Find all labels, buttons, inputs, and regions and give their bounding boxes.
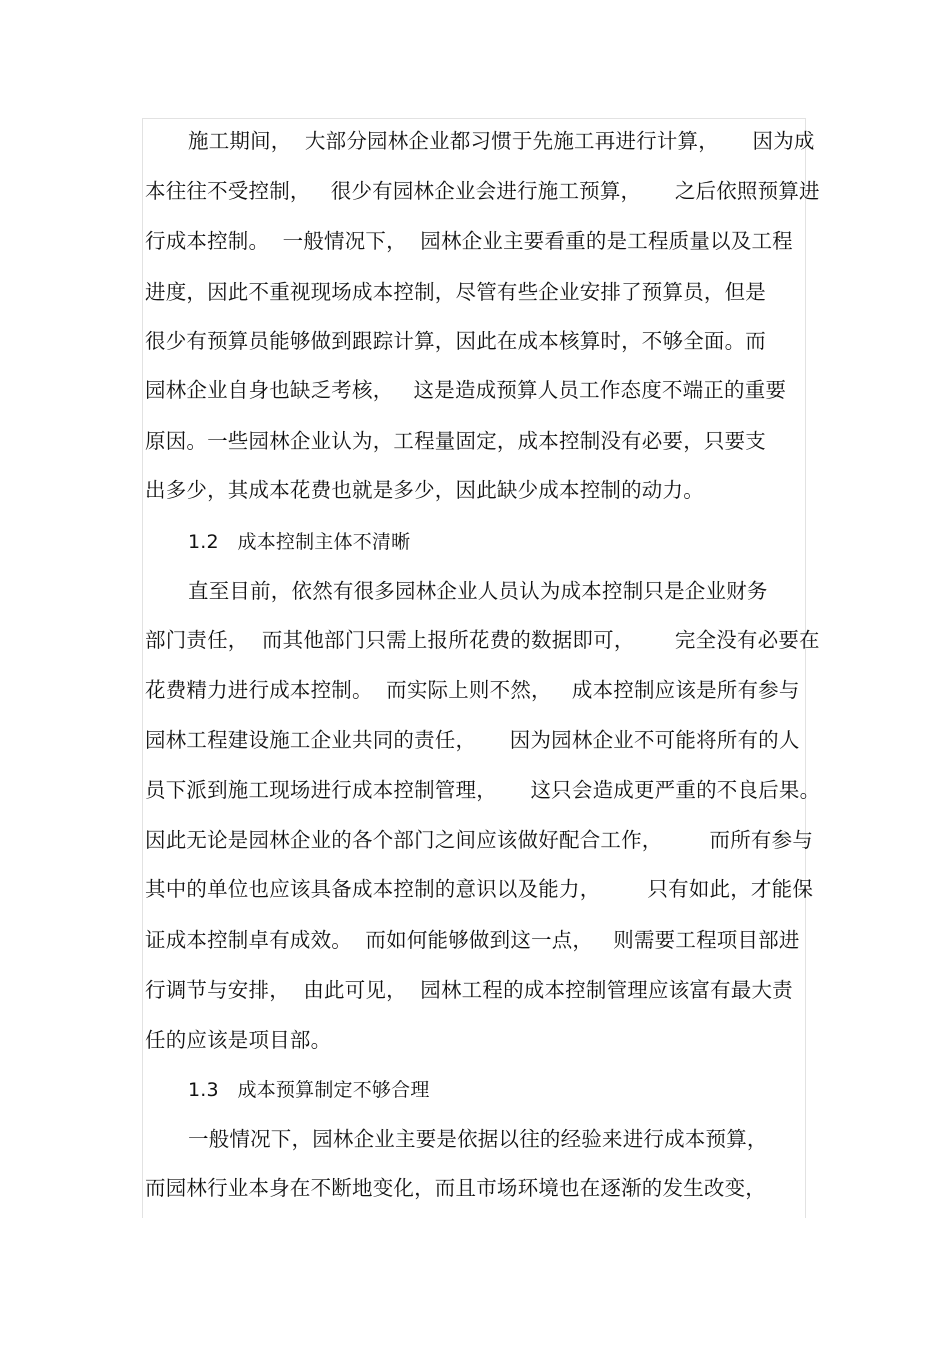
section-heading: 1.2 成本控制主体不清晰 <box>188 531 411 553</box>
text-line: 证成本控制卓有成效。 而如何能够做到这一点， 则需要工程项目部进 <box>145 928 800 952</box>
text-line: 行成本控制。 一般情况下， 园林企业主要看重的是工程质量以及工程 <box>145 229 793 253</box>
text-line: 直至目前，依然有很多园林企业人员认为成本控制只是企业财务 <box>188 579 768 603</box>
text-line: 园林工程建设施工企业共同的责任， 因为园林企业不可能将所有的人 <box>145 728 800 752</box>
text-line: 原因。一些园林企业认为，工程量固定，成本控制没有必要，只要支 <box>145 429 766 453</box>
text-line: 行调节与安排， 由此可见， 园林工程的成本控制管理应该富有最大责 <box>145 978 793 1002</box>
text-line: 一般情况下，园林企业主要是依据以往的经验来进行成本预算， <box>188 1127 768 1151</box>
text-line: 进度，因此不重视现场成本控制，尽管有些企业安排了预算员，但是 <box>145 280 766 304</box>
section-heading: 1.3 成本预算制定不够合理 <box>188 1079 430 1101</box>
text-line: 因此无论是园林企业的各个部门之间应该做好配合工作， 而所有参与 <box>145 828 814 852</box>
text-line: 本往往不受控制， 很少有园林企业会进行施工预算， 之后依照预算进 <box>145 179 820 203</box>
text-line: 施工期间， 大部分园林企业都习惯于先施工再进行计算， 因为成 <box>188 129 815 153</box>
text-line: 员下派到施工现场进行成本控制管理， 这只会造成更严重的不良后果。 <box>145 778 821 802</box>
text-line: 花费精力进行成本控制。 而实际上则不然， 成本控制应该是所有参与 <box>145 678 800 702</box>
text-line: 任的应该是项目部。 <box>145 1028 332 1052</box>
text-line: 部门责任， 而其他部门只需上报所花费的数据即可， 完全没有必要在 <box>145 628 820 652</box>
text-line: 很少有预算员能够做到跟踪计算，因此在成本核算时，不够全面。而 <box>145 329 766 353</box>
text-line: 其中的单位也应该具备成本控制的意识以及能力， 只有如此，才能保 <box>145 877 814 901</box>
text-line: 出多少，其成本花费也就是多少，因此缺少成本控制的动力。 <box>145 478 704 502</box>
text-line: 园林企业自身也缺乏考核， 这是造成预算人员工作态度不端正的重要 <box>145 378 787 402</box>
text-line: 而园林行业本身在不断地变化，而且市场环境也在逐渐的发生改变， <box>145 1176 766 1200</box>
